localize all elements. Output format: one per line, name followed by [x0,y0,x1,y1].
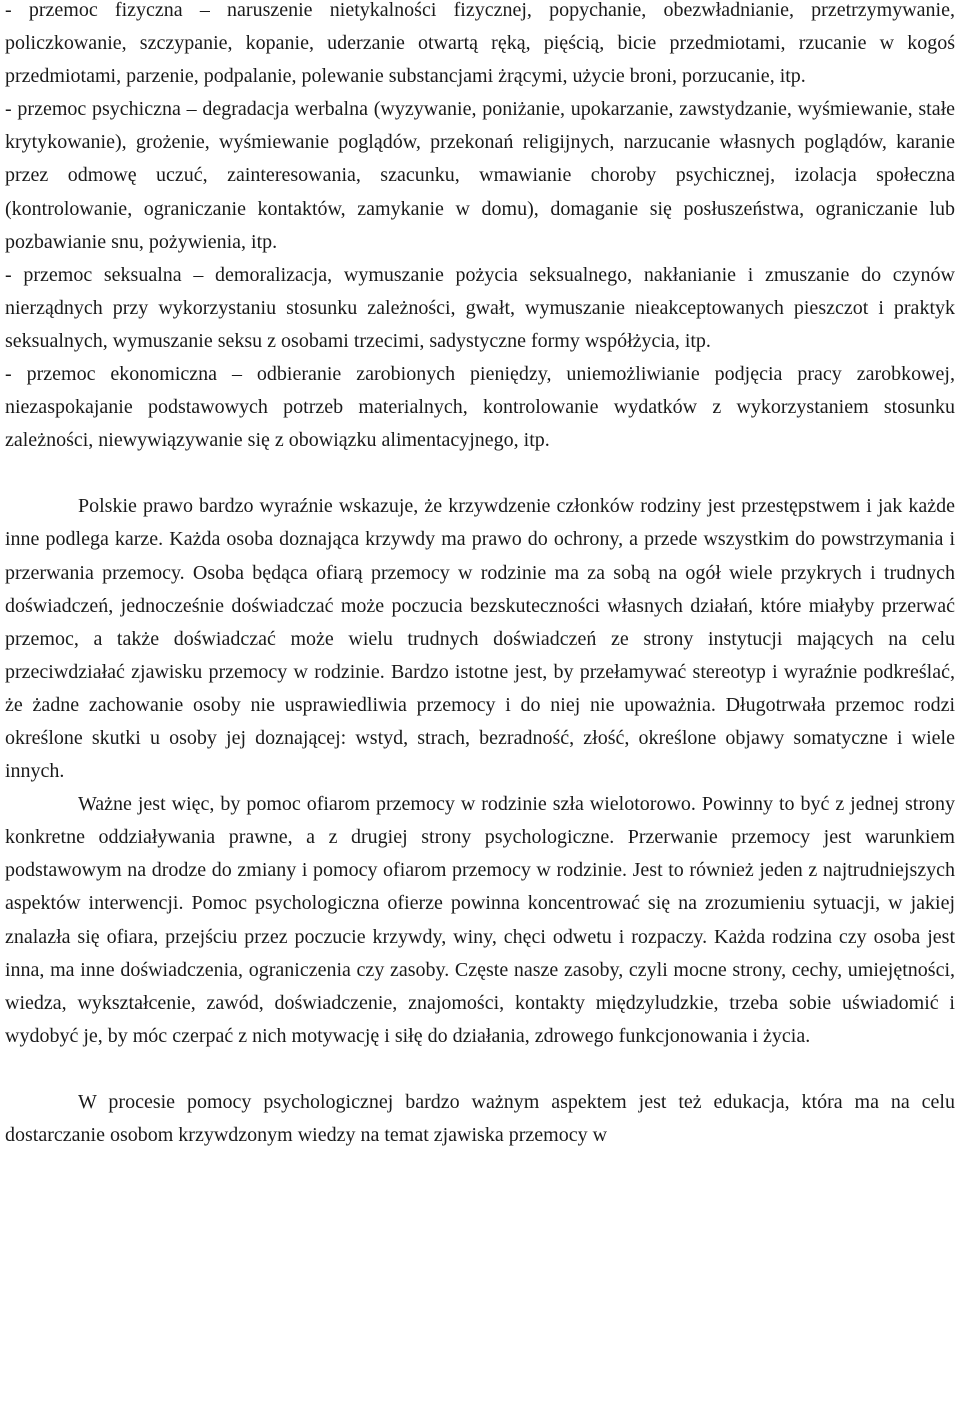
list-item-psychological-violence: - przemoc psychiczna – degradacja werbalna (wyzywanie, poniżanie, upokarzanie, zawstydzanie, wyśmiewanie, stałe krytykowanie), grożenie, wyśmiewanie poglądów, przekonań religijnych, narzucanie własnych poglądów, karanie przez odmowę uczuć, zainteresowania, szacunku, wmawianie choroby psychicznej, izolacja społeczna (kontrolowanie, ograniczanie kontaktów, zamykanie w domu), domaganie się posłuszeństwa, ograniczanie lub pozbawianie snu, pożywienia, itp. [5,98,955,253]
body-paragraph-law: Polskie prawo bardzo wyraźnie wskazuje, że krzywdzenie członków rodziny jest przestępstwem i jak każde inne podlega karze. Każda osoba doznająca krzywdy ma prawo do ochrony, a przede wszystkim do powstrzymania i przerwania przemocy. Osoba będąca ofiarą przemocy w rodzinie ma za sobą na ogół wiele przykrych i trudnych doświadczeń, jednocześnie doświadczać może poczucia bezskuteczności własnych działań, które miałyby przerwać przemoc, a także doświadczać może wielu trudnych doświadczeń ze strony instytucji mających na celu przeciwdziałać zjawisku przemocy w rodzinie. Bardzo istotne jest, by przełamywać stereotyp i wyraźnie podkreślać, że żadne zachowanie osoby nie usprawiedliwia przemocy i do niej nie upoważnia. Długotrwała przemoc rodzi określone skutki u osoby jej doznającej: wstyd, strach, bezradność, złość, określone objawy somatyczne i wiele innych. [5,495,955,783]
body-paragraph-help: Ważne jest więc, by pomoc ofiarom przemocy w rodzinie szła wielotorowo. Powinny to być z jednej strony konkretne oddziaływania prawne, a z drugiej strony psychologiczne. Przerwanie przemocy jest warunkiem podstawowym na drodze do zmiany i pomocy ofiarom przemocy w rodzinie. Jest to również jeden z najtrudniejszych aspektów interwencji. Pomoc psychologiczna ofierze powinna koncentrować się na zrozumieniu sytuacji, w jakiej znalazła się ofiara, przejściu przez poczucie krzywdy, winy, chęci odwetu i rozpaczy. Każda rodzina czy osoba jest inna, ma inne doświadczenia, ograniczenia czy zasoby. Częste nasze zasoby, czyli mocne strony, cechy, umiejętności, wiedza, wykształcenie, zawód, doświadczenie, znajomości, kontakty międzyludzkie, trzeba sobie uświadomić i wydobyć je, by móc czerpać z nich motywację i siłę do działania, zdrowego funkcjonowania i życia. [5,793,955,1047]
paragraph-gap [5,457,955,490]
body-paragraph-education: W procesie pomocy psychologicznej bardzo ważnym aspektem jest też edukacja, która ma na celu dostarczanie osobom krzywdzonym wiedzy na temat zjawiska przemocy w [5,1090,955,1146]
document-page [5,0,955,1152]
list-item-physical-violence: - przemoc fizyczna – naruszenie nietykalności fizycznej, popychanie, obezwładnianie, przetrzymywanie, policzkowanie, szczypanie, kopanie, uderzanie otwartą ręką, pięścią, bicie przedmiotami, rzucanie w kogoś przedmiotami, parzenie, podpalanie, polewanie substancjami żrącymi, użycie broni, porzucanie, itp. [5,0,955,88]
paragraph-gap [5,1053,955,1086]
list-item-economic-violence: - przemoc ekonomiczna – odbieranie zarobionych pieniędzy, uniemożliwianie podjęcia pracy zarobkowej, niezaspokajanie podstawowych potrzeb materialnych, kontrolowanie wydatków z wykorzystaniem stosunku zależności, niewywiązywanie się z obowiązku alimentacyjnego, itp. [5,363,955,452]
list-item-sexual-violence: - przemoc seksualna – demoralizacja, wymuszanie pożycia seksualnego, nakłanianie i zmuszanie do czynów nierządnych przy wykorzystaniu stosunku zależności, gwałt, wymuszanie nieakceptowanych pieszczot i praktyk seksualnych, wymuszanie seksu z osobami trzecimi, sadystyczne formy współżycia, itp. [5,263,955,352]
